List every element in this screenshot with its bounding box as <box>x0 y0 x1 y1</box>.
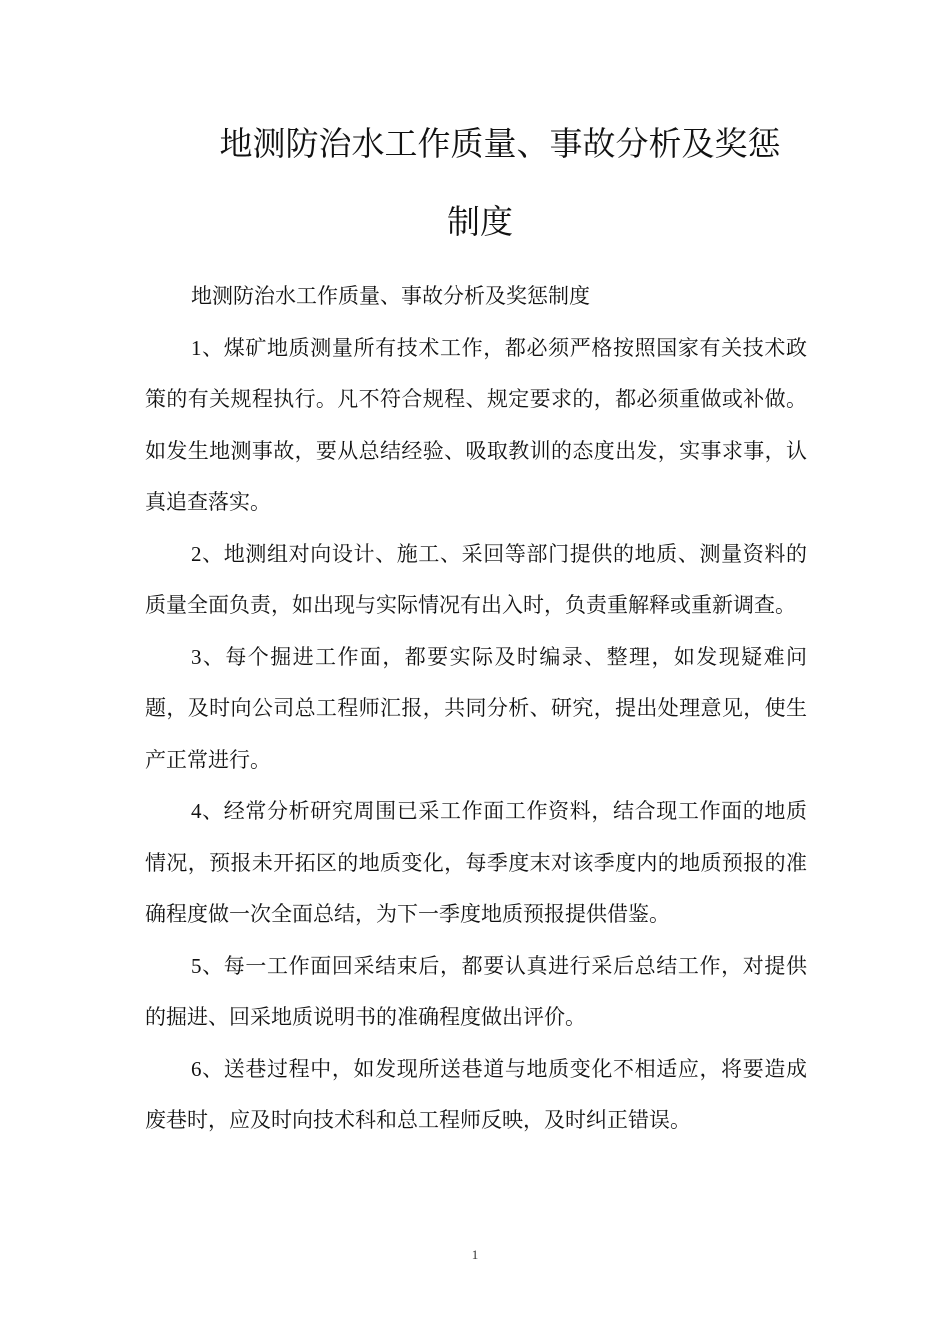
paragraph-text: 、煤矿地质测量所有技术工作，都必须严格按照国家有关技术政策的有关规程执行。凡不符合规程、规定要求的，都必须重做或补做。如发生地测事故，要从总结经验、吸取教训的态度出发，实事求事，认真追查落实。 <box>145 335 807 514</box>
paragraph-6 <box>145 1044 807 1147</box>
paragraph-number: 5 <box>191 953 202 978</box>
paragraph-1 <box>145 323 807 529</box>
document-title-line2: 制度 <box>447 202 513 241</box>
paragraph-text: 、每一工作面回采结束后，都要认真进行采后总结工作，对提供的掘进、回采地质说明书的准确程度做出评价。 <box>145 953 807 1029</box>
paragraph-number: 3 <box>191 644 202 669</box>
paragraph-text: 、地测组对向设计、施工、采回等部门提供的地质、测量资料的质量全面负责，如出现与实际情况有出入时，负责重解释或重新调查。 <box>145 541 807 617</box>
document-subtitle: 地测防治水工作质量、事故分析及奖惩制度 <box>191 284 590 308</box>
page-number: 1 <box>471 1247 479 1262</box>
paragraph-text: 、经常分析研究周围已采工作面工作资料，结合现工作面的地质情况，预报未开拓区的地质变化，每季度末对该季度内的地质预报的准确程度做一次全面总结，为下一季度地质预报提供借鉴。 <box>145 799 807 926</box>
paragraph-number: 4 <box>191 799 202 823</box>
document-title-line1: 地测防治水工作质量、事故分析及奖惩 <box>219 124 781 163</box>
paragraph-text: 、每个掘进工作面，都要实际及时编录、整理，如发现疑难问题，及时向公司总工程师汇报，共同分析、研究，提出处理意见，使生产正常进行。 <box>145 644 807 772</box>
paragraph-number: 1 <box>191 335 202 360</box>
paragraph-number: 2 <box>191 541 202 566</box>
paragraph-2 <box>145 529 807 632</box>
paragraph-4 <box>145 786 807 941</box>
paragraph-5 <box>145 941 807 1044</box>
document-body <box>145 271 807 1147</box>
paragraph-text: 、送巷过程中，如发现所送巷道与地质变化不相适应，将要造成废巷时，应及时向技术科和总工程师反映，及时纠正错误。 <box>145 1056 807 1132</box>
paragraph-3 <box>145 632 807 787</box>
paragraph-number: 6 <box>191 1056 202 1081</box>
